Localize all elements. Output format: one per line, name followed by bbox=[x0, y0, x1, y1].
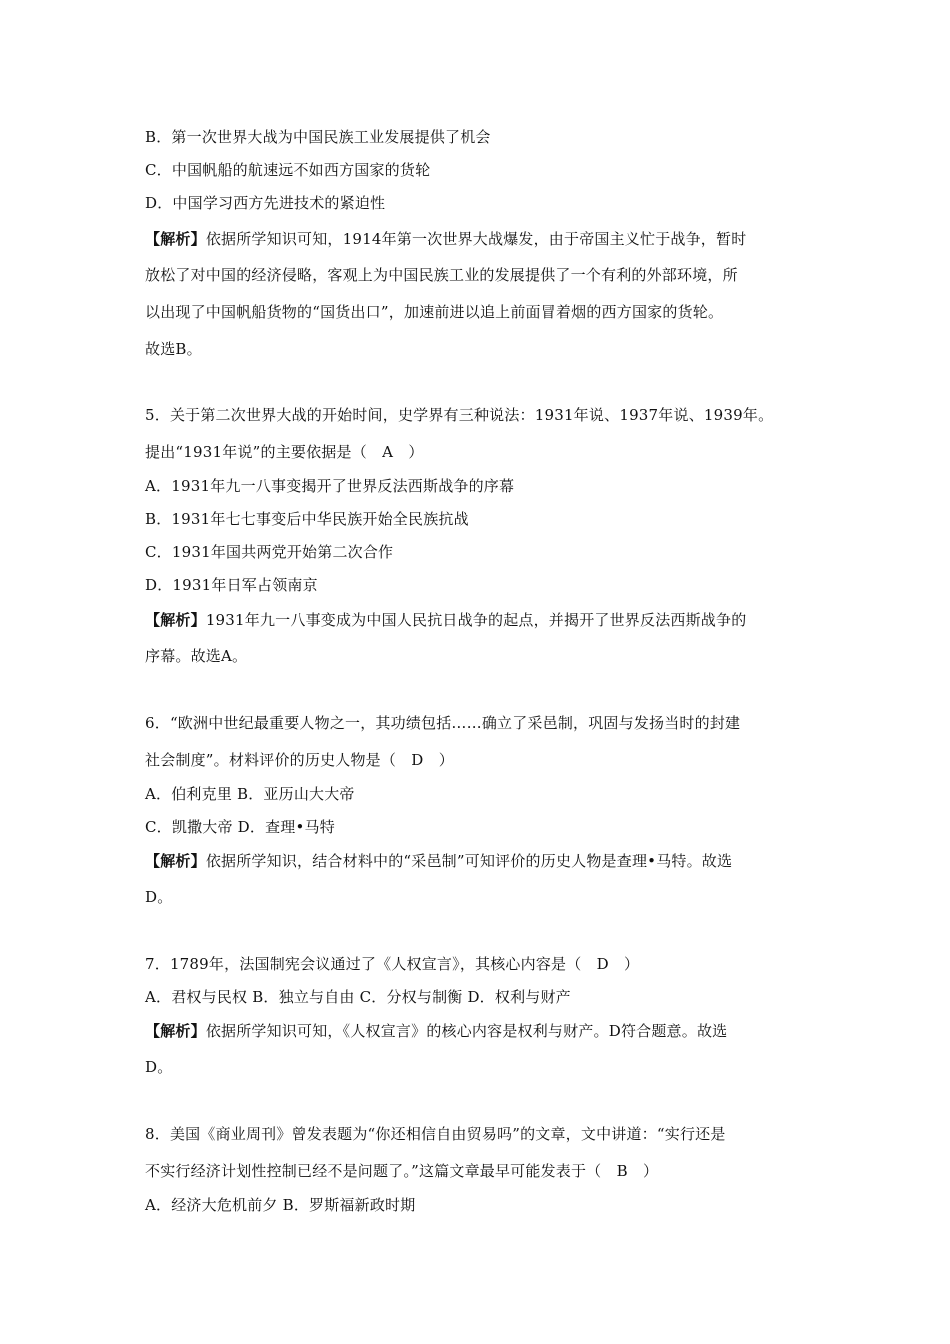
q5-option-b: B．1931年七七事变后中华民族开始全民族抗战 bbox=[145, 510, 469, 528]
q7-stem: 7．1789年，法国制宪会议通过了《人权宣言》，其核心内容是（ D ） bbox=[145, 955, 640, 973]
q4-analysis-line bbox=[145, 229, 746, 249]
q7-options: A．君权与民权 B．独立与自由 C．分权与制衡 D．权利与财产 bbox=[145, 988, 571, 1006]
analysis-tag: 【解析】 bbox=[145, 611, 206, 629]
q4-analysis-line: 放松了对中国的经济侵略，客观上为中国民族工业的发展提供了一个有利的外部环境，所 bbox=[145, 266, 738, 284]
analysis-text: 依据所学知识，结合材料中的“采邑制”可知评价的历史人物是查理•马特。故选 bbox=[205, 852, 733, 870]
analysis-text: 依据所学知识可知，1914年第一次世界大战爆发，由于帝国主义忙于战争，暂时 bbox=[205, 230, 747, 248]
q5-analysis-line: 序幕。故选A。 bbox=[145, 647, 248, 665]
q5-option-a: A．1931年九一八事变揭开了世界反法西斯战争的序幕 bbox=[145, 477, 515, 495]
q4-analysis-line: 故选B。 bbox=[145, 340, 202, 358]
q8-options: A．经济大危机前夕 B．罗斯福新政时期 bbox=[145, 1196, 416, 1214]
q6-analysis-line: D。 bbox=[145, 888, 173, 906]
analysis-tag: 【解析】 bbox=[145, 1022, 206, 1040]
q5-stem: 提出“1931年说”的主要依据是（ A ） bbox=[145, 443, 424, 461]
q8-stem: 不实行经济计划性控制已经不是问题了。”这篇文章最早可能发表于（ B ） bbox=[145, 1162, 659, 1180]
q7-analysis-line: D。 bbox=[145, 1058, 173, 1076]
q5-option-c: C．1931年国共两党开始第二次合作 bbox=[145, 543, 394, 561]
analysis-text: 1931年九一八事变成为中国人民抗日战争的起点，并揭开了世界反法西斯战争的 bbox=[205, 611, 747, 629]
q6-analysis-line bbox=[145, 851, 732, 871]
q6-stem: 社会制度”。材料评价的历史人物是（ D ） bbox=[145, 751, 454, 769]
q7-analysis-line bbox=[145, 1021, 727, 1041]
q5-option-d: D．1931年日军占领南京 bbox=[145, 576, 318, 594]
analysis-tag: 【解析】 bbox=[145, 852, 206, 870]
q5-analysis-line bbox=[145, 610, 746, 630]
analysis-text: 依据所学知识可知，《人权宣言》的核心内容是权利与财产。D符合题意。故选 bbox=[205, 1022, 728, 1040]
q4-option-d: D．中国学习西方先进技术的紧迫性 bbox=[145, 194, 386, 212]
q4-analysis-line: 以出现了中国帆船货物的“国货出口”，加速前进以追上前面冒着烟的西方国家的货轮。 bbox=[145, 303, 724, 321]
q5-stem: 5．关于第二次世界大战的开始时间，史学界有三种说法：1931年说、1937年说、1939年。 bbox=[145, 406, 774, 424]
q4-option-c: C．中国帆船的航速远不如西方国家的货轮 bbox=[145, 161, 431, 179]
q8-stem: 8．美国《商业周刊》曾发表题为“你还相信自由贸易吗”的文章，文中讲道：“实行还是 bbox=[145, 1125, 726, 1143]
q6-options: C．凯撒大帝 D．查理•马特 bbox=[145, 818, 335, 836]
analysis-tag: 【解析】 bbox=[145, 230, 206, 248]
q6-options: A．伯利克里 B．亚历山大大帝 bbox=[145, 785, 355, 803]
q4-option-b: B．第一次世界大战为中国民族工业发展提供了机会 bbox=[145, 128, 491, 146]
q6-stem: 6．“欧洲中世纪最重要人物之一，其功绩包括……确立了采邑制，巩固与发扬当时的封建 bbox=[145, 714, 741, 732]
